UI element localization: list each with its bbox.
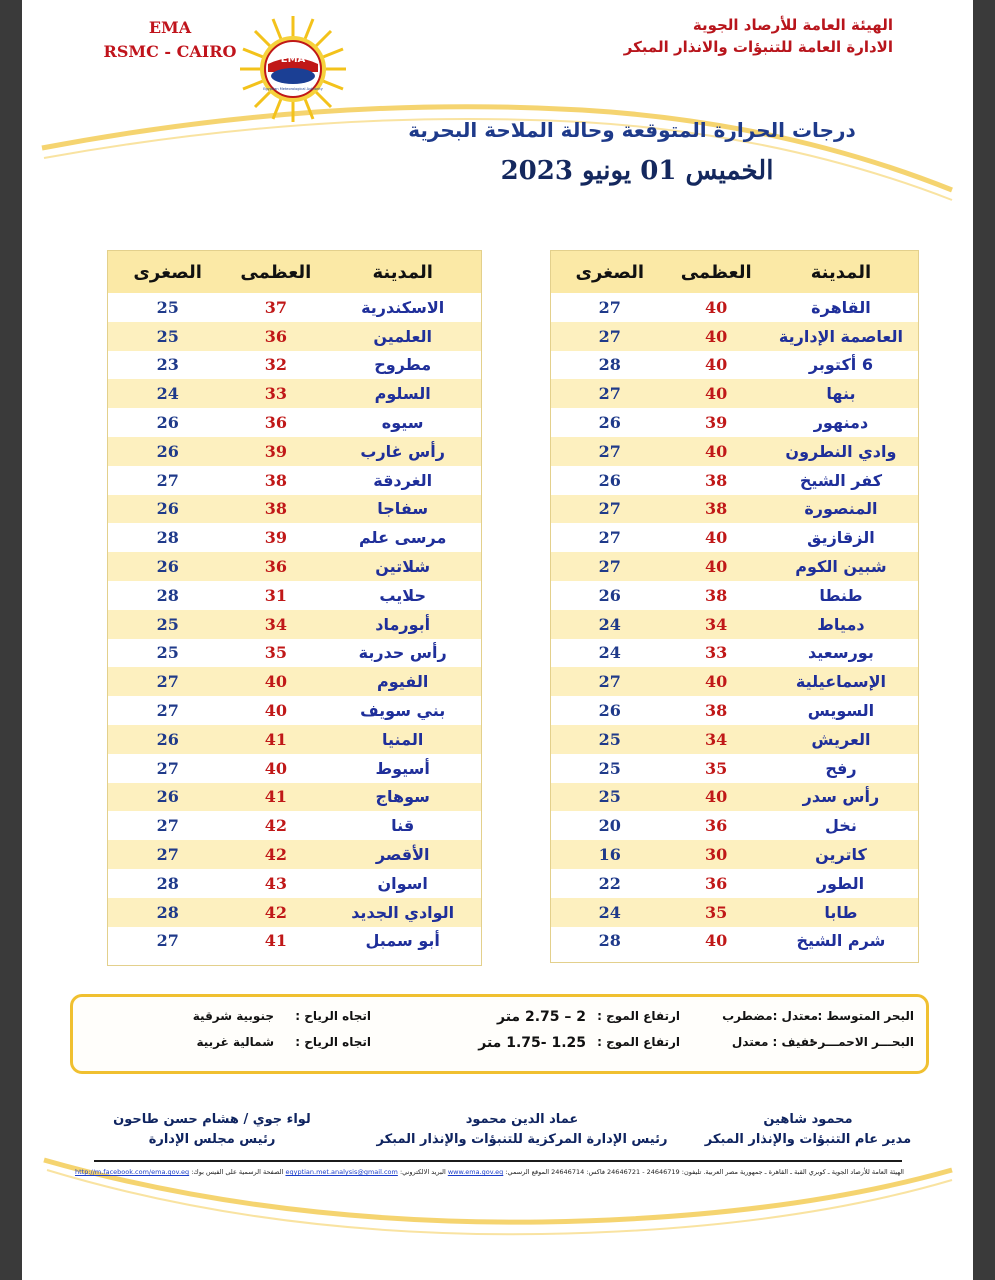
max-temp-cell: 36 xyxy=(705,816,728,836)
table-row xyxy=(108,293,481,322)
city-cell: القاهرة xyxy=(811,297,871,317)
table-row xyxy=(551,466,918,495)
max-temp-cell: 36 xyxy=(705,873,728,893)
table-row xyxy=(551,696,918,725)
max-temp-cell: 42 xyxy=(264,845,287,865)
city-cell: رأس حدربة xyxy=(358,643,447,663)
min-temp-cell: 16 xyxy=(598,845,621,865)
min-temp-cell: 27 xyxy=(598,297,621,317)
table-header xyxy=(551,251,918,293)
min-temp-cell: 27 xyxy=(156,845,179,865)
city-cell: شرم الشيخ xyxy=(796,931,886,951)
table-row xyxy=(551,840,918,869)
city-cell: الوادي الجديد xyxy=(351,902,455,922)
max-temp-cell: 38 xyxy=(705,499,728,519)
table-row xyxy=(551,322,918,351)
table-row xyxy=(551,667,918,696)
max-temp-cell: 37 xyxy=(264,297,287,317)
max-temp-cell: 40 xyxy=(705,441,728,461)
wind-label: اتجاه الرياح : xyxy=(295,1009,371,1023)
org-en-line2: RSMC - CAIRO xyxy=(103,42,237,61)
table-row xyxy=(108,322,481,351)
marine-conditions-box xyxy=(70,994,929,1074)
table-row xyxy=(551,581,918,610)
max-temp-cell: 39 xyxy=(705,413,728,433)
table-row xyxy=(551,898,918,927)
max-temp-cell: 40 xyxy=(705,384,728,404)
max-temp-cell: 30 xyxy=(705,845,728,865)
table-row xyxy=(108,466,481,495)
table-row xyxy=(551,869,918,898)
city-cell: السلوم xyxy=(374,384,431,404)
table-row xyxy=(108,437,481,466)
max-temp-cell: 40 xyxy=(705,672,728,692)
city-cell: سوهاج xyxy=(375,787,430,807)
table-row xyxy=(551,927,918,956)
city-cell: كفر الشيخ xyxy=(799,470,883,490)
logo-text: EMA xyxy=(280,54,306,65)
min-temp-cell: 24 xyxy=(598,902,621,922)
city-cell: بني سويف xyxy=(360,701,446,721)
wind-value: جنوبية شرقية xyxy=(192,1009,274,1023)
city-cell: اسوان xyxy=(377,873,428,893)
max-temp-cell: 34 xyxy=(264,614,287,634)
table-row xyxy=(551,523,918,552)
max-temp-cell: 40 xyxy=(705,297,728,317)
min-temp-cell: 26 xyxy=(156,499,179,519)
min-temp-cell: 24 xyxy=(598,614,621,634)
max-temp-cell: 35 xyxy=(705,902,728,922)
max-temp-cell: 40 xyxy=(705,326,728,346)
min-temp-cell: 26 xyxy=(598,585,621,605)
wave-value: 1.25 -1.75 متر xyxy=(478,1035,586,1051)
table-row xyxy=(551,610,918,639)
max-temp-cell: 34 xyxy=(705,614,728,634)
wind-label: اتجاه الرياح : xyxy=(295,1035,371,1049)
max-temp-cell: 42 xyxy=(264,902,287,922)
temperature-table-left xyxy=(107,250,482,966)
table-row xyxy=(551,552,918,581)
max-temp-cell: 39 xyxy=(264,441,287,461)
table-row xyxy=(551,351,918,380)
min-temp-cell: 25 xyxy=(598,787,621,807)
ema-logo-icon xyxy=(238,14,348,124)
city-cell: العاصمة الإدارية xyxy=(778,326,903,346)
table-body-left xyxy=(108,293,481,955)
table-row xyxy=(108,552,481,581)
min-temp-cell: 26 xyxy=(156,557,179,577)
table-row xyxy=(108,581,481,610)
table-row xyxy=(108,495,481,524)
min-temp-cell: 27 xyxy=(598,672,621,692)
wind-value: شمالية غربية xyxy=(196,1035,274,1049)
city-cell: دمياط xyxy=(817,614,865,634)
min-temp-cell: 26 xyxy=(156,441,179,461)
city-cell: شلاتين xyxy=(375,557,431,577)
min-temp-cell: 27 xyxy=(156,470,179,490)
table-row xyxy=(108,927,481,956)
min-temp-cell: 25 xyxy=(156,614,179,634)
table-row xyxy=(551,783,918,812)
min-temp-cell: 28 xyxy=(156,873,179,893)
sea-row-red-sea xyxy=(73,1035,926,1055)
min-temp-cell: 26 xyxy=(156,729,179,749)
max-temp-cell: 41 xyxy=(264,787,287,807)
table-row xyxy=(108,667,481,696)
min-temp-cell: 27 xyxy=(156,816,179,836)
table-row xyxy=(108,754,481,783)
table-row xyxy=(551,408,918,437)
table-row xyxy=(551,754,918,783)
signature-central-head xyxy=(372,1110,672,1150)
city-cell: مطروح xyxy=(374,355,432,375)
max-temp-cell: 40 xyxy=(705,355,728,375)
min-temp-cell: 20 xyxy=(598,816,621,836)
min-temp-cell: 27 xyxy=(598,557,621,577)
header-min: الصغرى xyxy=(575,261,645,283)
city-cell: 6 أكتوبر xyxy=(808,355,873,375)
min-temp-cell: 27 xyxy=(598,499,621,519)
footer-facebook-label: الصفحة الرسمية على الفيس بوك: xyxy=(191,1168,284,1176)
city-cell: دمنهور xyxy=(813,413,869,433)
max-temp-cell: 38 xyxy=(705,701,728,721)
table-row xyxy=(551,437,918,466)
logo-caption: Egyptian Meteorological Authority xyxy=(263,87,323,91)
max-temp-cell: 35 xyxy=(705,758,728,778)
city-cell: نخل xyxy=(825,816,857,836)
table-row xyxy=(108,869,481,898)
table-row xyxy=(108,523,481,552)
city-cell: بنها xyxy=(826,384,856,404)
min-temp-cell: 25 xyxy=(598,729,621,749)
city-cell: الاسكندرية xyxy=(361,297,445,317)
max-temp-cell: 35 xyxy=(264,643,287,663)
city-cell: أبورماد xyxy=(375,614,431,634)
city-cell: شبين الكوم xyxy=(795,557,887,577)
max-temp-cell: 36 xyxy=(264,557,287,577)
signature-title: مدير عام التنبؤات والإنذار المبكر xyxy=(704,1132,912,1147)
sea-state: معتدل :مضطرب xyxy=(722,1009,818,1023)
city-cell: حلايب xyxy=(379,585,426,605)
city-cell: الزقازيق xyxy=(807,528,875,548)
wave-label: ارتفاع الموج : xyxy=(597,1035,680,1049)
min-temp-cell: 28 xyxy=(156,902,179,922)
city-cell: رفح xyxy=(825,758,857,778)
max-temp-cell: 31 xyxy=(264,585,287,605)
bulletin-page xyxy=(22,0,973,1280)
signature-name: لواء جوي / هشام حسن طاحون xyxy=(113,1112,311,1127)
max-temp-cell: 40 xyxy=(264,672,287,692)
max-temp-cell: 32 xyxy=(264,355,287,375)
table-row xyxy=(551,379,918,408)
footer-address: الهيئة العامة للأرصاد الجوية ـ كوبري القبة ـ القاهرة ـ جمهورية مصر العربية. تليفون: 24646719 - 24646721 فاكس: 24646714 الموقع الرسمي: xyxy=(505,1168,904,1176)
city-cell: المنصورة xyxy=(804,499,878,519)
header-min: الصغرى xyxy=(133,261,202,283)
max-temp-cell: 41 xyxy=(264,931,287,951)
city-cell: قنا xyxy=(391,816,415,836)
min-temp-cell: 24 xyxy=(598,643,621,663)
table-row xyxy=(108,379,481,408)
table-row xyxy=(108,811,481,840)
header-max: العظمى xyxy=(240,261,312,283)
sea-name: البحر المتوسط : xyxy=(817,1009,914,1023)
city-cell: أسيوط xyxy=(375,758,430,778)
min-temp-cell: 25 xyxy=(156,326,179,346)
city-cell: طنطا xyxy=(819,585,863,605)
min-temp-cell: 26 xyxy=(598,701,621,721)
min-temp-cell: 26 xyxy=(156,413,179,433)
min-temp-cell: 24 xyxy=(156,384,179,404)
max-temp-cell: 39 xyxy=(264,528,287,548)
sea-state: خفيف : معتدل xyxy=(731,1035,818,1049)
table-row xyxy=(108,725,481,754)
wave-label: ارتفاع الموج : xyxy=(597,1009,680,1023)
max-temp-cell: 34 xyxy=(705,729,728,749)
max-temp-cell: 33 xyxy=(705,643,728,663)
max-temp-cell: 40 xyxy=(705,787,728,807)
footer-divider xyxy=(94,1160,902,1162)
min-temp-cell: 28 xyxy=(156,528,179,548)
max-temp-cell: 40 xyxy=(264,758,287,778)
max-temp-cell: 40 xyxy=(705,528,728,548)
signature-name: محمود شاهين xyxy=(763,1112,853,1127)
min-temp-cell: 27 xyxy=(598,384,621,404)
min-temp-cell: 22 xyxy=(598,873,621,893)
signature-title: رئيس الإدارة المركزية للتنبؤات والإنذار المبكر xyxy=(376,1132,668,1147)
max-temp-cell: 40 xyxy=(705,931,728,951)
min-temp-cell: 25 xyxy=(598,758,621,778)
max-temp-cell: 41 xyxy=(264,729,287,749)
min-temp-cell: 25 xyxy=(156,297,179,317)
max-temp-cell: 40 xyxy=(264,701,287,721)
signature-general-manager xyxy=(693,1110,923,1150)
header-city: المدينة xyxy=(372,261,433,283)
city-cell: وادي النطرون xyxy=(785,441,897,461)
footer-facebook-link[interactable]: http://m.facebook.com/ema.gov.eg xyxy=(74,1168,190,1176)
min-temp-cell: 27 xyxy=(156,758,179,778)
table-row xyxy=(551,293,918,322)
min-temp-cell: 27 xyxy=(156,701,179,721)
wave-value: 2 – 2.75 متر xyxy=(496,1009,586,1025)
table-row xyxy=(108,610,481,639)
min-temp-cell: 27 xyxy=(598,528,621,548)
city-cell: بورسعيد xyxy=(808,643,874,663)
table-row xyxy=(108,898,481,927)
city-cell: سيوه xyxy=(381,413,424,433)
min-temp-cell: 26 xyxy=(156,787,179,807)
max-temp-cell: 38 xyxy=(705,585,728,605)
footer-website-link[interactable]: www.ema.gov.eg xyxy=(447,1168,504,1176)
min-temp-cell: 26 xyxy=(598,470,621,490)
table-row xyxy=(551,639,918,668)
org-ar-line2: الادارة العامة للتنبؤات والانذار المبكر xyxy=(623,38,893,56)
min-temp-cell: 28 xyxy=(598,355,621,375)
min-temp-cell: 28 xyxy=(598,931,621,951)
org-arabic xyxy=(533,14,893,58)
city-cell: السويس xyxy=(807,701,875,721)
min-temp-cell: 26 xyxy=(598,413,621,433)
org-en-line1: EMA xyxy=(148,18,192,37)
table-row xyxy=(551,495,918,524)
city-cell: الأقصر xyxy=(375,845,430,865)
table-row xyxy=(108,408,481,437)
sea-name: البحـــر الاحمـــر : xyxy=(809,1035,914,1049)
footer-contact xyxy=(74,1168,904,1176)
max-temp-cell: 38 xyxy=(264,470,287,490)
page-date: الخميس 01 يونيو 2023 xyxy=(500,156,774,186)
signature-name: عماد الدين محمود xyxy=(465,1112,579,1127)
header-city: المدينة xyxy=(810,261,872,283)
city-cell: رأس غارب xyxy=(360,441,445,461)
table-row xyxy=(108,840,481,869)
org-english xyxy=(100,16,240,64)
city-cell: العريش xyxy=(811,729,871,749)
city-cell: كاترين xyxy=(815,845,867,865)
sea-row-mediterranean xyxy=(73,1009,926,1029)
table-row xyxy=(108,696,481,725)
signature-title: رئيس مجلس الإدارة xyxy=(148,1132,276,1147)
city-cell: الإسماعيلية xyxy=(795,672,886,692)
header-max: العظمى xyxy=(680,261,752,283)
signature-chairman xyxy=(102,1110,322,1150)
min-temp-cell: 27 xyxy=(156,931,179,951)
city-cell: الطور xyxy=(817,873,865,893)
city-cell: طابا xyxy=(824,902,858,922)
min-temp-cell: 25 xyxy=(156,643,179,663)
max-temp-cell: 40 xyxy=(705,557,728,577)
table-row xyxy=(108,783,481,812)
min-temp-cell: 28 xyxy=(156,585,179,605)
min-temp-cell: 27 xyxy=(156,672,179,692)
table-row xyxy=(551,725,918,754)
min-temp-cell: 23 xyxy=(156,355,179,375)
city-cell: سفاجا xyxy=(377,499,429,519)
page-title: درجات الحرارة المتوقعة وحالة الملاحة البحرية xyxy=(408,118,856,142)
temperature-table-right xyxy=(550,250,919,963)
table-row xyxy=(551,811,918,840)
city-cell: العلمين xyxy=(373,326,433,346)
city-cell: رأس سدر xyxy=(802,787,880,807)
footer-email-label: البريد الالكتروني: xyxy=(399,1168,446,1176)
table-row xyxy=(108,351,481,380)
city-cell: الفيوم xyxy=(377,672,429,692)
min-temp-cell: 27 xyxy=(598,441,621,461)
table-row xyxy=(108,639,481,668)
max-temp-cell: 43 xyxy=(264,873,287,893)
max-temp-cell: 42 xyxy=(264,816,287,836)
max-temp-cell: 33 xyxy=(264,384,287,404)
org-ar-line1: الهيئة العامة للأرصاد الجوية xyxy=(692,16,893,34)
max-temp-cell: 36 xyxy=(264,413,287,433)
footer-email-link[interactable]: egyptian.met.analysis@gmail.com xyxy=(285,1168,398,1176)
city-cell: المنيا xyxy=(382,729,424,749)
min-temp-cell: 27 xyxy=(598,326,621,346)
city-cell: الغردقة xyxy=(373,470,433,490)
city-cell: مرسى علم xyxy=(358,528,447,548)
max-temp-cell: 38 xyxy=(705,470,728,490)
table-body-right xyxy=(551,293,918,955)
city-cell: أبو سمبل xyxy=(365,931,440,951)
max-temp-cell: 36 xyxy=(264,326,287,346)
table-header xyxy=(108,251,481,293)
max-temp-cell: 38 xyxy=(264,499,287,519)
